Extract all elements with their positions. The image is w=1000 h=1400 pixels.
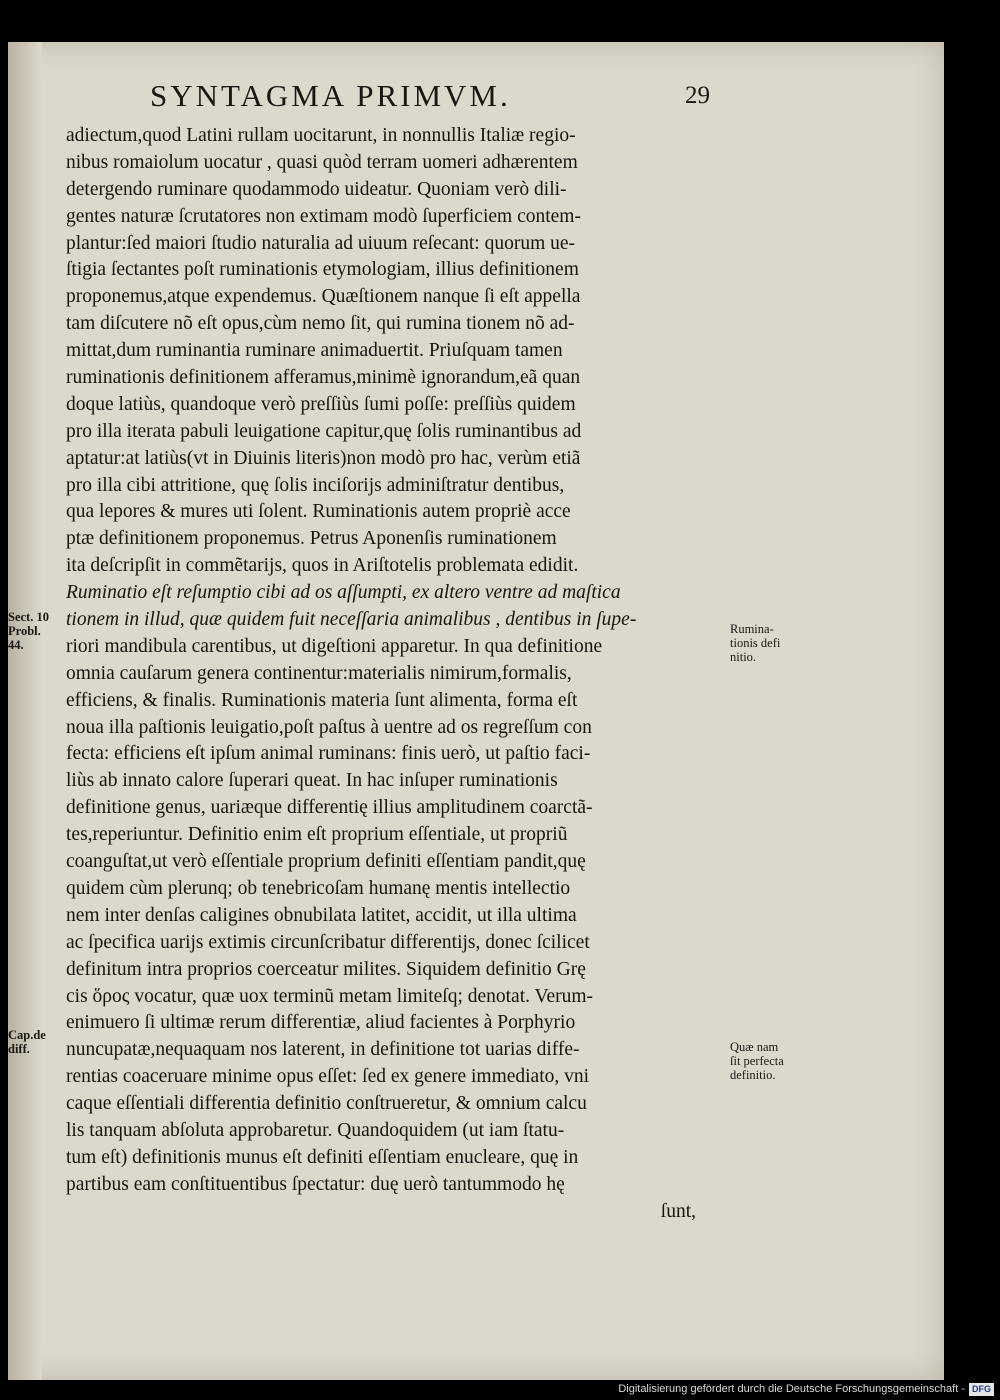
text-line: definitum intra proprios coerceatur milites. Siquidem definitio Grę <box>66 958 586 980</box>
text-line: pro illa cibi attritione, quę ſolis inciſorijs adminiſtratur dentibus, <box>66 474 565 496</box>
text-line: efficiens, & finalis. Ruminationis materia ſunt alimenta, forma eſt <box>66 689 578 711</box>
margin-note-left: Sect. 10 Probl. 44. <box>8 610 49 652</box>
text-line: enimuero ſi ultimæ rerum differentiæ, aliud facientes à Porphyrio <box>66 1012 576 1034</box>
text-line: nuncupatæ,nequaquam nos laterent, in definitione tot uarias diffe- <box>66 1039 580 1061</box>
text-line: ita deſcripſit in commẽtarijs, quos in Ariſtotelis problemata edidit. <box>66 555 579 577</box>
text-line: rentias coaceruare minime opus eſſet: ſed ex genere immediato, vni <box>66 1066 590 1088</box>
text-line: proponemus,atque expendemus. Quæſtionem nanque ſi eſt appella <box>66 286 581 308</box>
text-line: tes,reperiuntur. Definitio enim eſt proprium eſſentiale, ut propriũ <box>66 824 568 846</box>
text-line: fecta: efficiens eſt ipſum animal ruminans: finis uerò, ut paſtio faci- <box>66 743 591 765</box>
text-line: gentes naturæ ſcrutatores non extimam modò ſuperficiem contem- <box>66 205 581 227</box>
text-line: tum eſt) definitionis munus eſt definiti eſſentiam enucleare, quę in <box>66 1146 579 1168</box>
text-line: plantur:ſed maiori ſtudio naturalia ad uiuum reſecant: quorum ue- <box>66 232 576 254</box>
text-line: pro illa iterata pabuli leuigatione capitur,quę ſolis ruminantibus ad <box>66 420 582 442</box>
text-line: tam diſcutere nõ eſt opus,cùm nemo ſit, qui rumina tionem nõ ad- <box>66 313 575 335</box>
text-line: ſtigia ſectantes poſt ruminationis etymologiam, illius definitionem <box>66 259 579 281</box>
dfg-logo-icon: DFG <box>969 1383 994 1396</box>
page-header <box>150 78 710 118</box>
digitization-footer <box>618 1382 994 1396</box>
text-line: ptæ definitionem proponemus. Petrus Aponenſis ruminationem <box>66 528 557 550</box>
page-number: 29 <box>685 82 710 109</box>
text-line: quidem cùm plerunq; ob tenebricoſam humanę mentis intellectio <box>66 877 571 899</box>
text-line: mittat,dum ruminantia ruminare animaduertit. Priuſquam tamen <box>66 340 563 362</box>
text-line: definitione genus, uariæque differentię illius amplitudinem coarctã- <box>66 797 593 819</box>
margin-note-right: Rumina- tionis defi nitio. <box>730 622 781 664</box>
text-line: riori mandibula carentibus, ut digeſtioni apparetur. In qua definitione <box>66 635 603 657</box>
italic-quote-line: Ruminatio eſt reſumptio cibi ad os aſſumpti, ex altero ventre ad maſtica <box>66 582 621 604</box>
text-line: omnia cauſarum genera continentur:materialis nimirum,formalis, <box>66 662 572 684</box>
text-line: ac ſpecifica uarijs extimis circunſcribatur differentijs, donec ſcilicet <box>66 931 590 953</box>
funding-credit: Digitalisierung gefördert durch die Deutsche Forschungsgemeinschaft - <box>618 1383 965 1395</box>
text-line: detergendo ruminare quodammodo uideatur. Quoniam verò dili- <box>66 178 567 200</box>
text-line: ruminationis definitionem afferamus,minimè ignorandum,eã quan <box>66 367 581 389</box>
text-line: partibus eam conſtituentibus ſpectatur: duę uerò tantummodo hę <box>66 1173 565 1195</box>
text-line: nibus romaiolum uocatur , quasi quòd terram uomeri adhærentem <box>66 151 578 173</box>
margin-note-left: Cap.de diff. <box>8 1028 46 1056</box>
text-line: qua lepores & mures uti ſolent. Ruminationis autem propriè acce <box>66 501 571 523</box>
text-line: adiectum,quod Latini rullam uocitarunt, in nonnullis Italiæ regio- <box>66 125 576 146</box>
text-line: nem inter denſas caligines obnubilata latitet, accidit, ut illa ultima <box>66 904 577 926</box>
text-line: doque latiùs, quandoque verò preſſiùs ſumi poſſe: preſſiùs quidem <box>66 393 576 415</box>
body-text <box>66 123 726 1226</box>
text-line: cis ὅρος vocatur, quæ uox terminũ metam limiteſq; denotat. Verum- <box>66 985 594 1007</box>
text-line: liùs ab innato calore ſuperari queat. In hac inſuper ruminationis <box>66 770 558 792</box>
text-line: lis tanquam abſoluta approbaretur. Quandoquidem (ut iam ſtatu- <box>66 1119 565 1141</box>
text-line: coanguſtat,ut verò eſſentiale proprium definiti eſſentiam pandit,quę <box>66 851 586 873</box>
running-title: SYNTAGMA PRIMVM. <box>150 78 511 113</box>
italic-quote-line: tionem in illud, quæ quidem fuit neceſſaria animalibus , dentibus in ſupe- <box>66 609 637 631</box>
catchword: ſunt, <box>660 1200 696 1222</box>
margin-note-right: Quæ nam ſit perfecta definitio. <box>730 1040 784 1082</box>
text-line: caque eſſentiali differentia definitio conſtrueretur, & omnium calcu <box>66 1093 587 1115</box>
page-gutter-shadow <box>8 42 42 1380</box>
text-line: noua illa paſtionis leuigatio,poſt paſtus à uentre ad os regreſſum con <box>66 716 592 738</box>
text-line: aptatur:at latiùs(vt in Diuinis literis)non modò pro hac, verùm etiã <box>66 447 581 469</box>
